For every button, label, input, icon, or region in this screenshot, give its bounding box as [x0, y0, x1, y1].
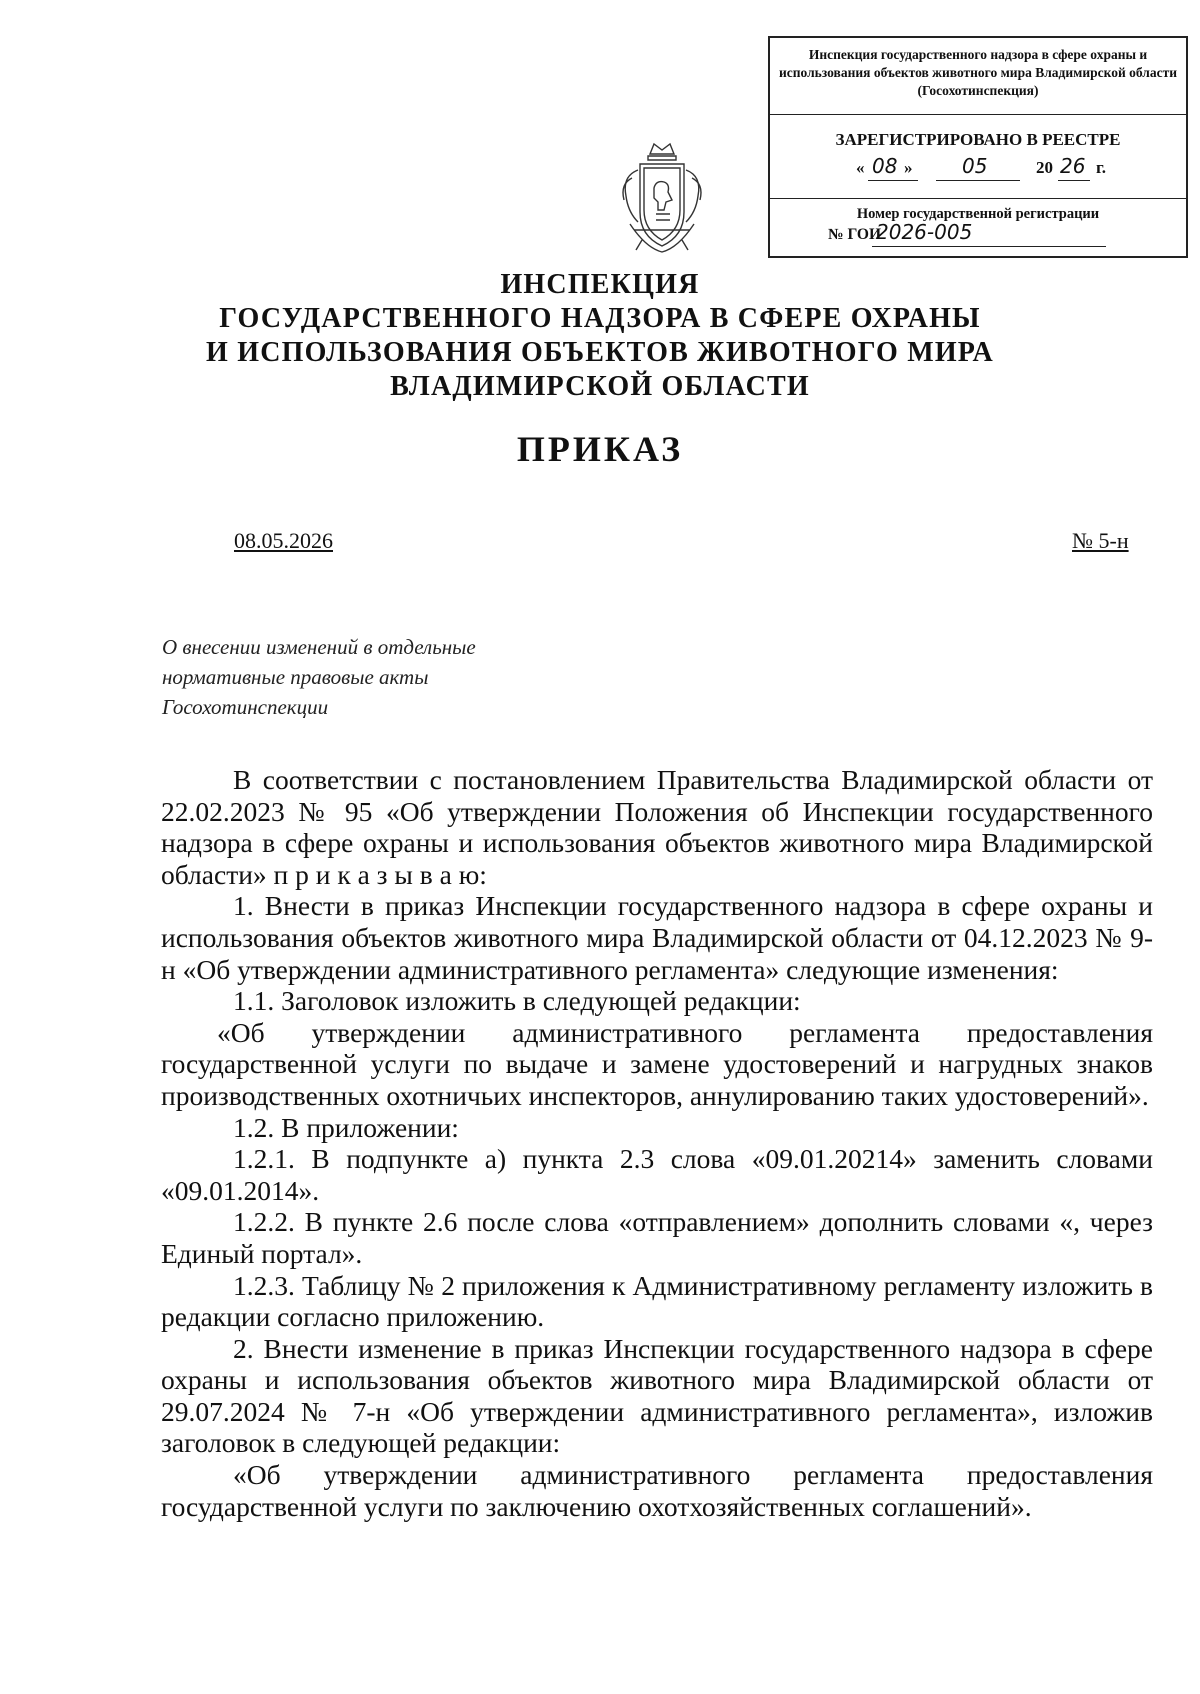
paragraph-item-1-2: 1.2. В приложении: [233, 1111, 459, 1143]
stamp-open-quote: « [856, 158, 865, 177]
stamp-org-name: Инспекция государственного надзора в сфере охраны и использования объектов животного мира Владимирской области (Госохотинспекция) [778, 47, 1178, 98]
paragraph-quote-title-1: «Об утверждении административного регламента предоставления государственной услуги по выдаче и замене удостоверений и нагрудных знаков производственных охотничьих инспекторов, аннулированию таких удостоверений». [161, 1016, 1153, 1111]
order-subject [162, 632, 476, 722]
paragraph-item-2: 2. Внести изменение в приказ Инспекции государственного надзора в сфере охраны и использования объектов животного мира Владимирской области от 29.07.2024 № 7-н «Об утверждении административного регламента», изложив заголовок в следующей редакции: [161, 1332, 1153, 1459]
stamp-divider [770, 198, 1186, 199]
paragraph-item-1-2-3: 1.2.3. Таблицу № 2 приложения к Административному регламенту изложить в редакции согласно приложению. [161, 1269, 1153, 1333]
stamp-year-prefix: 20 [1036, 158, 1053, 177]
stamp-regnum-label: Номер государственной регистрации [856, 206, 1100, 222]
document-type-title: ПРИКАЗ [516, 429, 684, 469]
stamp-divider [770, 114, 1186, 115]
stamp-regnum [828, 220, 1128, 244]
stamp-year-underline [1058, 180, 1090, 181]
stamp-year-unit: г. [1096, 158, 1107, 177]
agency-title-line2: ГОСУДАРСТВЕННОГО НАДЗОРА В СФЕРЕ ОХРАНЫ [219, 303, 981, 334]
subject-line: нормативные правовые акты [162, 665, 429, 689]
stamp-registered-label: ЗАРЕГИСТРИРОВАНО В РЕЕСТРЕ [835, 130, 1121, 149]
order-date: 08.05.2026 [234, 528, 333, 553]
stamp-regnum-underline [872, 246, 1106, 247]
stamp-day-underline [868, 180, 918, 181]
agency-title-line3: И ИСПОЛЬЗОВАНИЯ ОБЪЕКТОВ ЖИВОТНОГО МИРА [206, 337, 994, 368]
coat-of-arms-icon [612, 140, 712, 258]
paragraph-item-1-2-1: 1.2.1. В подпункте а) пункта 2.3 слова «09.01.20214» заменить словами «09.01.2014». [161, 1143, 1153, 1206]
stamp-year-suffix: 26 [1060, 154, 1086, 178]
stamp-month: 05 [962, 154, 988, 178]
paragraph-preamble: В соответствии с постановлением Правительства Владимирской области от 22.02.2023 № 95 «Об утверждении Положения об Инспекции государственного надзора в сфере охраны и использования объектов животного мира Владимирской области» п р и к а з ы в а ю: [161, 764, 1153, 890]
subject-line: О внесении изменений в отдельные [162, 635, 476, 659]
agency-title-line1: ИНСПЕКЦИЯ [500, 269, 700, 300]
paragraph-item-1-2-2: 1.2.2. В пункте 2.6 после слова «отправлением» дополнить словами «, через Единый портал». [161, 1206, 1153, 1269]
paragraph-item-1-1: 1.1. Заголовок изложить в следующей редакции: [233, 985, 801, 1017]
order-body [161, 764, 1153, 1522]
stamp-month-underline [936, 180, 1020, 181]
stamp-day: 08 [872, 154, 898, 178]
stamp-registration-date [856, 154, 1156, 188]
stamp-regnum-value: 2026-005 [876, 220, 973, 244]
paragraph-item-1: 1. Внести в приказ Инспекции государственного надзора в сфере охраны и использования объектов животного мира Владимирской области от 04.12.2023 № 9-н «Об утверждении административного регламента» следующие изменения: [161, 890, 1153, 985]
stamp-close-quote: » [904, 158, 913, 177]
subject-line: Госохотинспекции [162, 695, 329, 719]
agency-title-line4: ВЛАДИМИРСКОЙ ОБЛАСТИ [390, 371, 810, 402]
order-number: № 5-н [1072, 528, 1129, 553]
stamp-regnum-prefix: № ГОИ [828, 226, 882, 243]
registration-stamp [768, 36, 1188, 258]
paragraph-quote-title-2: «Об утверждении административного регламента предоставления государственной услуги по заключению охотхозяйственных соглашений». [161, 1459, 1153, 1522]
